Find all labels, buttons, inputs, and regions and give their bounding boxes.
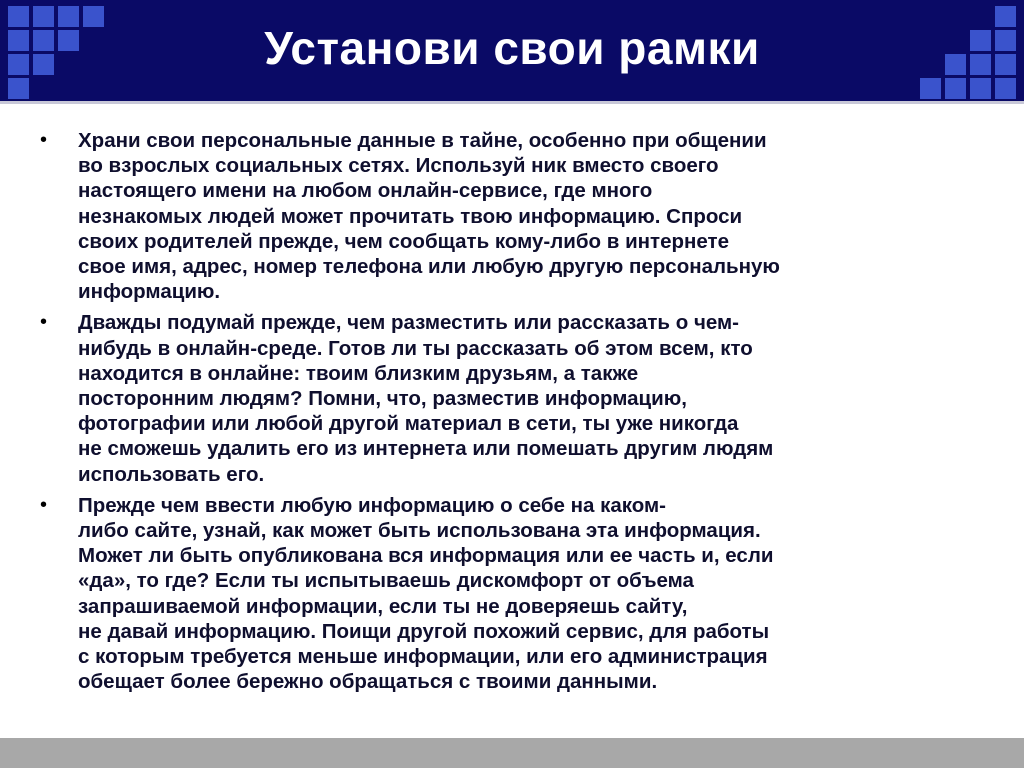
bullet-text: Дважды подумай прежде, чем разместить или рассказать о чем- нибудь в онлайн-среде. Готов ли ты рассказать об этом всем, кто находится в онлайне: твоим близким друзьям, а также посторонним людям? Помни, что, разместив информацию, фотографии или любой другой материал в сети, ты уже никогда не сможешь удалить его из интернета или помешать другим людям использовать его.	[78, 311, 774, 486]
footer-bar	[0, 738, 1024, 768]
bullet-marker: •	[40, 311, 48, 334]
bullet-text: Храни свои персональные данные в тайне, особенно при общении во взрослых социальных сетях. Используй ник вместо своего настоящего имени на любом онлайн-сервисе, где много незнакомых людей может прочитать твою информацию. Спроси своих родителей прежде, чем сообщать кому-либо в интернете свое имя, адрес, номер телефона или любую другую персональную информацию.	[78, 129, 780, 304]
bullet-item-think-twice	[36, 310, 976, 486]
bullet-marker: •	[40, 129, 48, 151]
bullet-item-privacy	[36, 128, 976, 304]
bullet-marker: •	[40, 493, 48, 516]
bullet-item-check-site	[36, 493, 976, 695]
bullet-list	[36, 128, 976, 700]
bullet-text: Прежде чем ввести любую информацию о себе на каком- либо сайте, узнай, как может быть использована эта информация. Может ли быть опубликована вся информация или ее часть и, если «да», то где? Если ты испытываешь дискомфорт от объема запрашиваемой информации, если ты не доверяешь сайту, не давай информацию. Поищи другой похожий сервис, для работы с которым требуется меньше информации, или его администрация обещает более бережно обращаться с твоими данными.	[78, 493, 774, 694]
title-header-band	[0, 0, 1024, 104]
header-divider	[0, 101, 1024, 104]
slide-title: Установи свои рамки	[264, 22, 760, 74]
